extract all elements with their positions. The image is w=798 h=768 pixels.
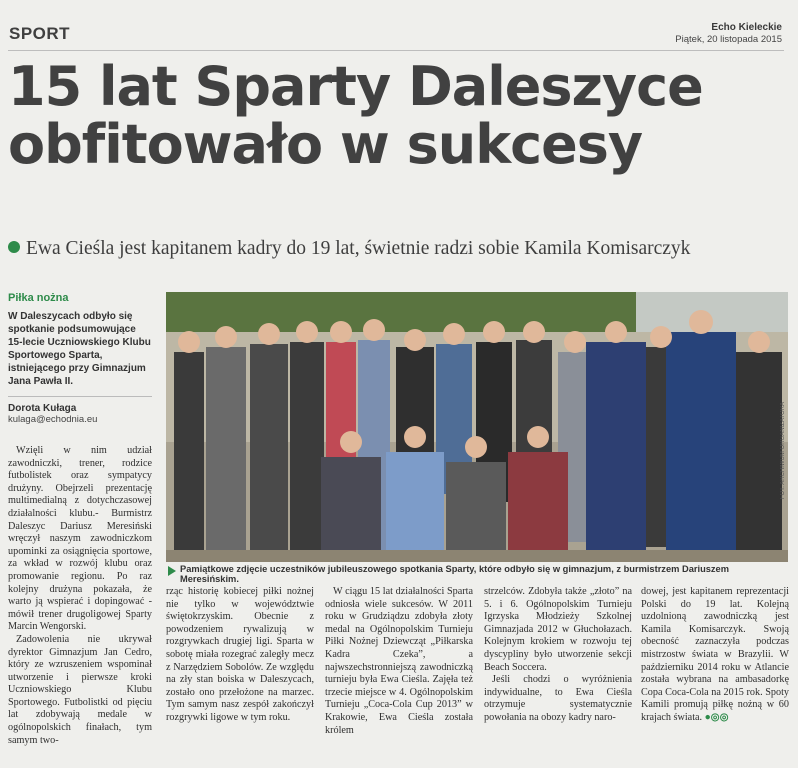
group-photo: [166, 292, 788, 562]
headline: [8, 55, 788, 176]
body-paragraph: W ciągu 15 lat działalności Sparta odniosła wiele sukcesów. W 2011 roku w Grudziądzu zdobyła złoty medal na Ogólnopolskim Turnieju Piłki Nożnej Dziewcząt „Piłkarska Kadra Czeka”, a najwszechstronniejszą zawodniczką turnieju była Ewa Cieśla. Zajęła też trzecie miejsce w 4. Ogólnopolskim Turnieju „Coca-Cola Cup 2013” w Krakowie, Ewa Cieśla została królem: [325, 586, 473, 736]
body-paragraph: dowej, jest kapitanem reprezentacji Polski do 19 lat. Kolejną uzdolnioną zawodniczką jest Kamila Komisarczyk. Swoją obecność zaznaczyła podczas mistrzostw świata w Brazylii. W październiku 2014 roku w Atlancie została wybrana na ambasadorkę Copa Coca-Cola na 2015 rok. Spoty Kamili promują piłkę nożną w 60 krajach świata.: [641, 586, 789, 723]
body-paragraph: Zadowolenia nie ukrywał dyrektor Gimnazjum Jan Cedro, który ze wzruszeniem wspominał utworzenie i pierwsze kroki Uczniowskiego Klubu Sportowego. Futbolistki od pięciu lat zdobywają medale w ogólnopolskich finałach, tym samym two-: [8, 633, 152, 746]
end-mark-icon: ●◎◎: [704, 711, 729, 723]
group-photo-illustration: [166, 292, 788, 562]
section-label: SPORT: [9, 24, 71, 43]
subheadline-text: Ewa Cieśla jest kapitanem kadry do 19 lat, świetnie radzi sobie Kamila Komisarczyk: [26, 238, 691, 259]
headline-line-1: 15 lat Sparty Daleszyce: [8, 55, 703, 118]
photo-credit: FOT. ARCHIWUM ORGANIZATORA: [780, 402, 786, 500]
issue-date: Piątek, 20 listopada 2015: [675, 34, 782, 45]
article-column-1: rząc historię kobiecej piłki nożnej nie tylko w województwie świętokrzyskim. Obecnie z powodzeniem rywalizują w rozgrywkach drugiej ligi. Sparta w sobotę miała rozegrać zaległy mecz z Narzędziem Sobolów. Ze względu na zły stan boiska w Daleszycach, zostało ono przełożone na marzec. Tym samym nasz zespół zakończył rozgrywki ligowe w tym roku.: [166, 586, 314, 723]
article-column-3: [484, 586, 632, 725]
header-divider: [8, 50, 784, 51]
article-column-4: [641, 586, 789, 725]
photo-caption: Pamiątkowe zdjęcie uczestników jubileuszowego spotkania Sparty, które odbyło się w gimnazjum, z burmistrzem Dariuszem Meresińskim.: [180, 564, 729, 584]
author-name: Dorota Kułaga: [8, 403, 77, 414]
lead-paragraph: W Daleszycach odbyło się spotkanie podsumowujące 15-lecie Uczniowskiego Klubu Sportowego Sparta, istniejącego przy Gimnazjum Jana Pawła II.: [8, 311, 151, 387]
body-paragraph: Wzięli w nim udział zawodniczki, trener, rodzice futbolistek oraz sympatycy drużyny. Obejrzeli prezentację multimedialną z dotychczasowej działalności klubu.- Burmistrz Daleszyc Dariusz Meresiński wręczył naszym zawodniczkom upominki za osiągnięcia sportowe, za wkład w rozwój klubu oraz promowanie regionu. Po raz kolejny drużyna pokazała, że warto ją wspierać i dopingować - mówił trener drugoligowej Sparty Marcin Wengorski.: [8, 445, 152, 633]
body-paragraph: strzelców. Zdobyła także „złoto” na 5. i 6. Ogólnopolskim Turnieju Igrzyska Młodzieży Szkolnej Gimnazjada 2012 w Głuchołazach. Kolejnym krokiem w rozwoju tej dyscypliny było utworzenie sekcji Beach Soccera.: [484, 586, 632, 673]
article-column-2: [325, 586, 473, 737]
headline-line-2: obfitowało w sukcesy: [8, 113, 643, 176]
column-divider: [8, 396, 152, 397]
body-paragraph: Jeśli chodzi o wyróżnienia indywidualne, to Ewa Cieśla otrzymuje systematycznie powołania na obozy kadry naro-: [484, 674, 632, 723]
bullet-icon: [8, 241, 20, 253]
author-email[interactable]: kulaga@echodnia.eu: [8, 414, 98, 425]
left-column: [8, 292, 152, 747]
subheadline: [8, 238, 793, 260]
topic-label: Piłka nożna: [8, 292, 69, 304]
newspaper-name: Echo Kieleckie: [711, 22, 782, 33]
article-body-left: [8, 445, 152, 747]
